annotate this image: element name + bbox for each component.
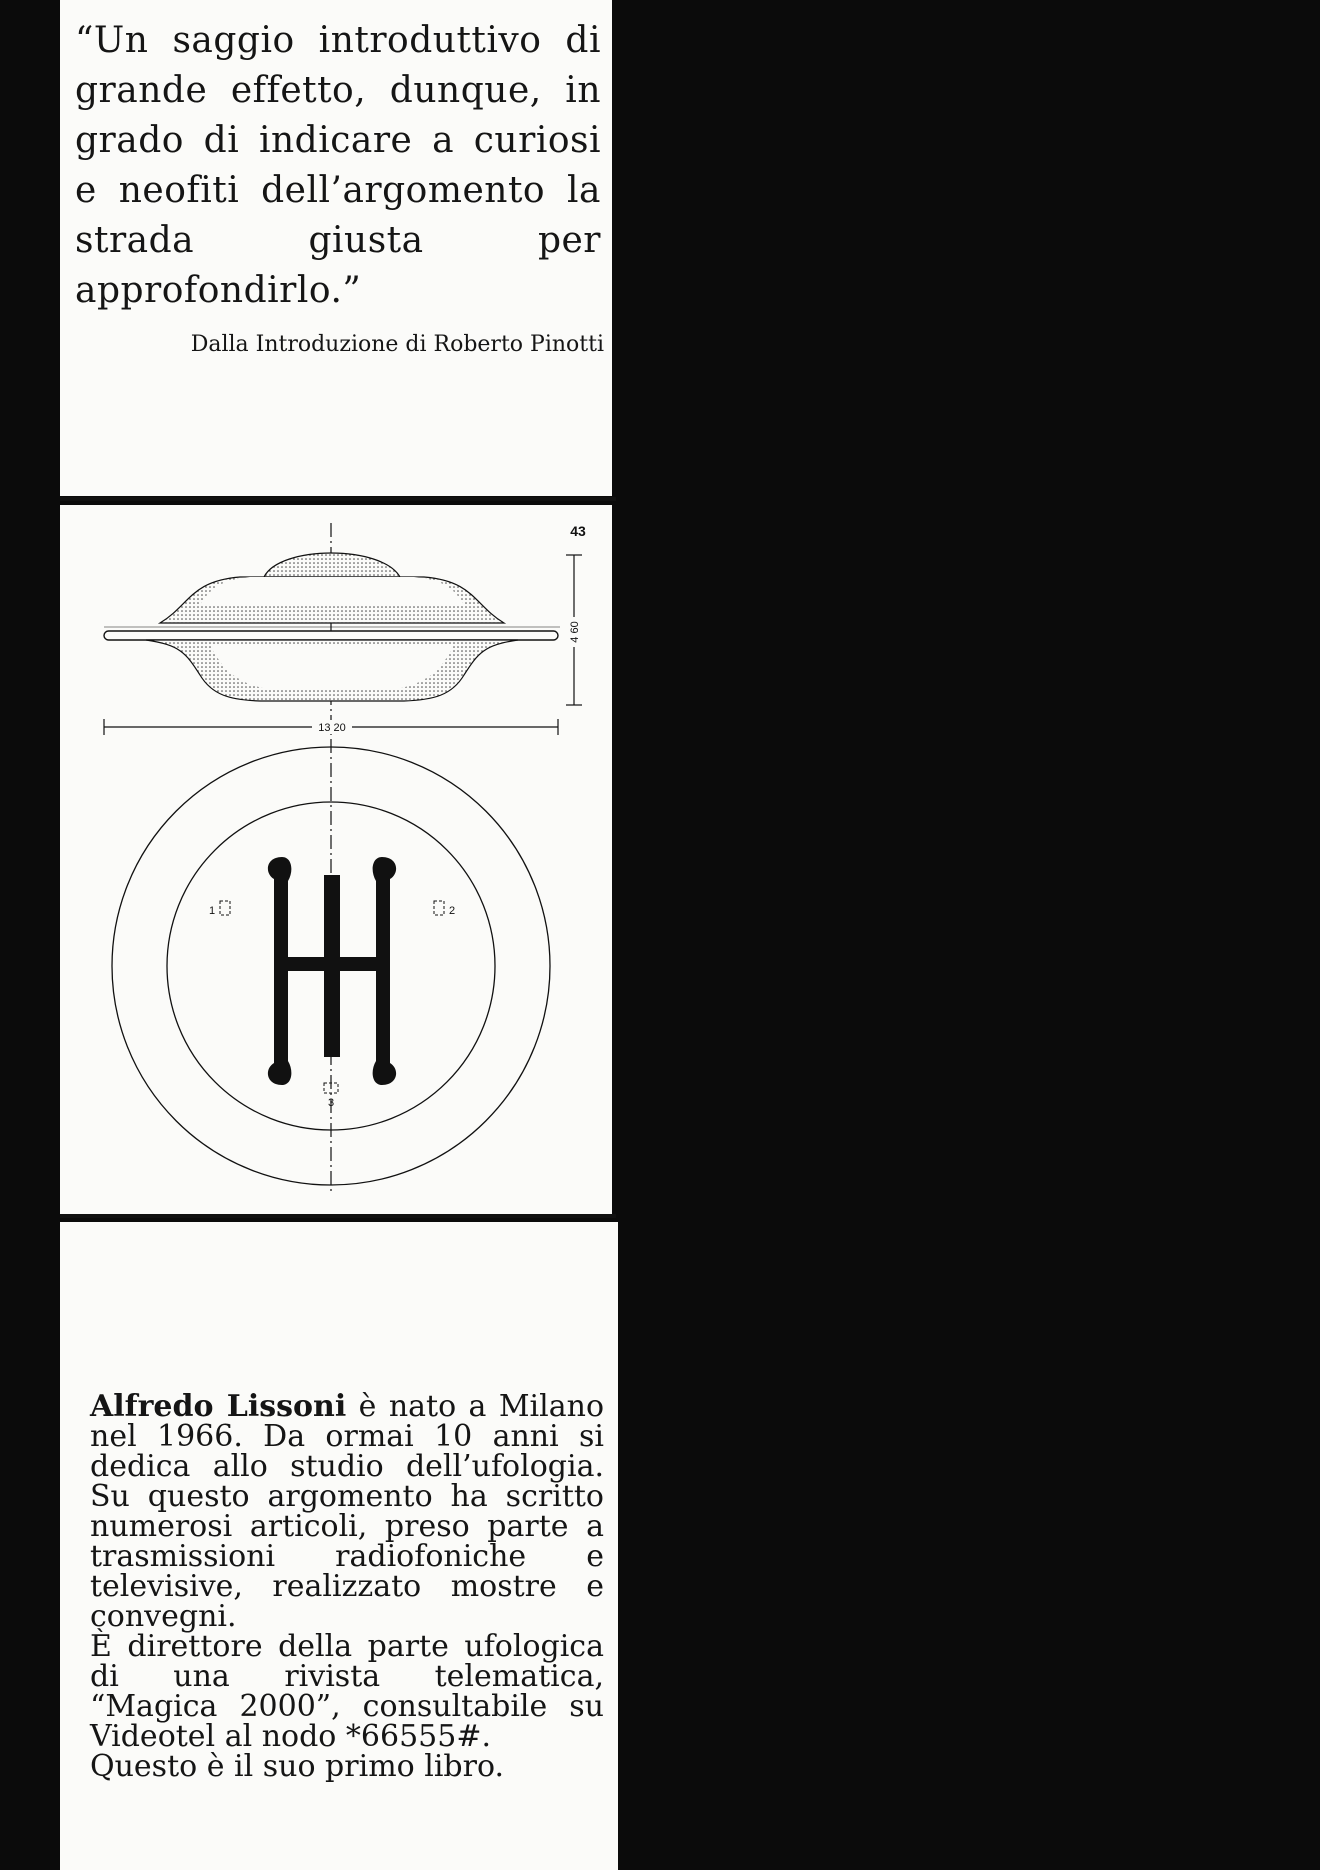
h-symbol [268,857,396,1085]
bio-paragraph-2: È direttore della parte ufologica di una rivista telematica, “Magica 2000”, consultabile su Videotel al nodo *66555#. [90,1629,604,1754]
width-dimension-label: 13 20 [318,722,346,734]
author-name: Alfredo Lissoni [90,1389,347,1424]
marker-3-label: 3 [327,1097,335,1109]
bio-paragraph-1-text: è nato a Milano nel 1966. Da ormai 10 anni si dedica allo studio dell’ufologia. Su questo argomento ha scritto numerosi articoli, preso parte a trasmissioni radiofoniche e televisive, realizzato mostre e convegni. [90,1389,605,1634]
height-dimension-label: 4 60 [569,621,581,643]
ufo-technical-drawing [60,505,612,1214]
divider-bottom [60,1214,616,1218]
diagram-panel [60,505,612,1214]
marker-1-box [220,901,230,915]
quote-panel [60,0,612,496]
bio-paragraph-1 [70,1389,605,1634]
divider-top [60,497,616,501]
ufo-dome [264,553,400,577]
bio-paragraph-3: Questo è il suo primo libro. [90,1749,505,1784]
marker-1-label: 1 [208,905,216,917]
marker-2-label: 2 [448,905,456,917]
ufo-rim [104,631,558,640]
back-cover-quote: “Un saggio introduttivo di grande effetto, dunque, in grado di indicare a curiosi e neofiti dell’argomento la strada giusta per approfondirlo.” [75,20,601,311]
quote-attribution: Dalla Introduzione di Roberto Pinotti [190,332,604,357]
bio-panel [60,1222,618,1870]
author-bio [70,1389,605,1784]
page-number: 43 [570,523,586,539]
marker-2-box [434,901,444,915]
